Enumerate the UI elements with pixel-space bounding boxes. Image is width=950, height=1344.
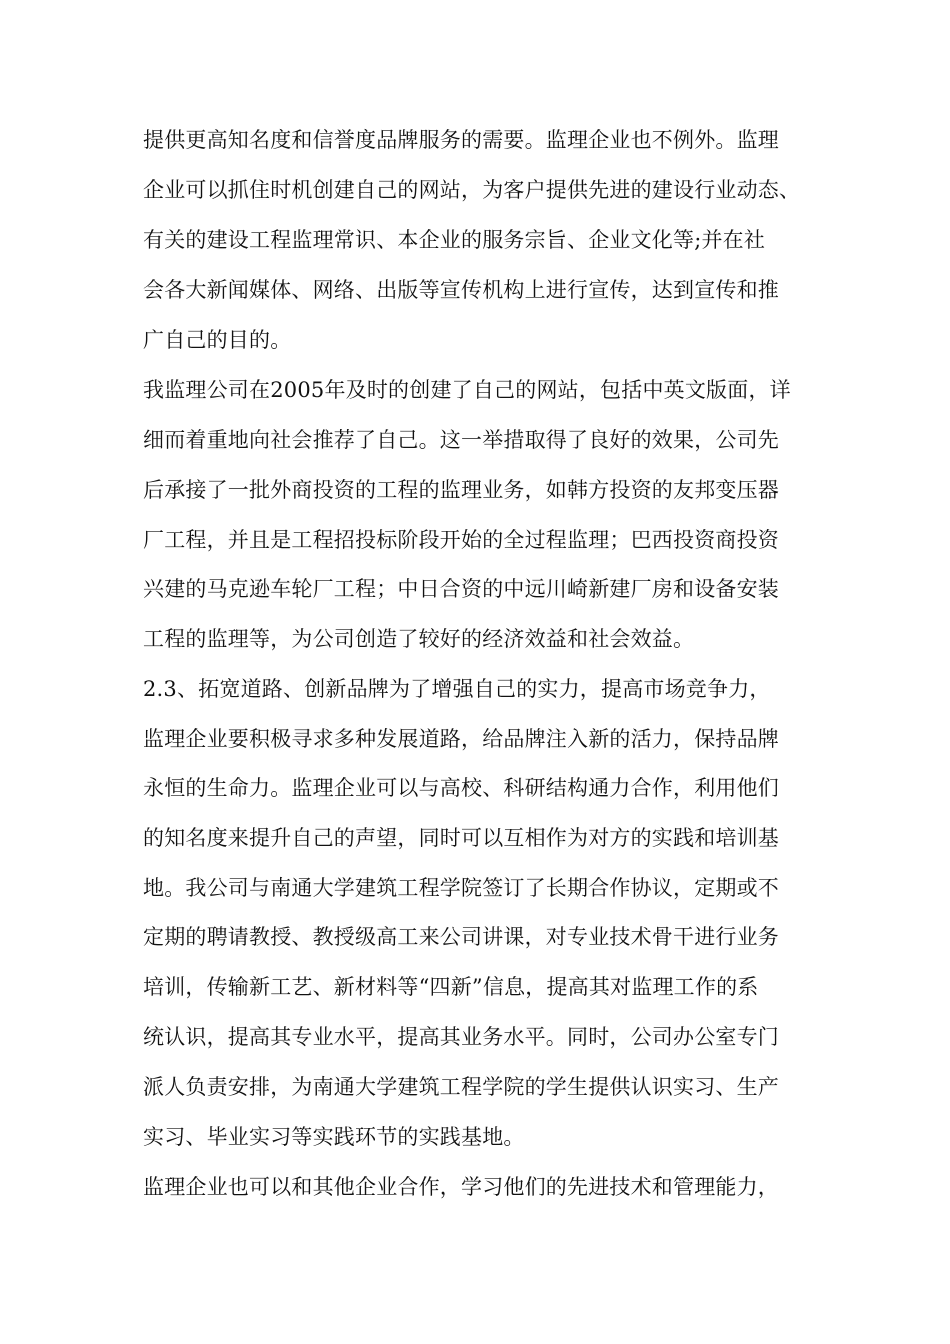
text-line: 永恒的生命力。监理企业可以与高校、科研结构通力合作，利用他们 (143, 776, 779, 800)
text-line: 后承接了一批外商投资的工程的监理业务，如韩方投资的友邦变压器 (143, 478, 779, 502)
text-line: 提供更高知名度和信誉度品牌服务的需要。监理企业也不例外。监理 (143, 128, 779, 152)
text-line: 监理企业也可以和其他企业合作，学习他们的先进技术和管理能力， (143, 1175, 779, 1199)
text-line: 统认识，提高其专业水平，提高其业务水平。同时，公司办公室专门 (143, 1025, 779, 1049)
text-line: 兴建的马克逊车轮厂工程；中日合资的中远川崎新建厂房和设备安装 (143, 577, 779, 601)
text-line: 细而着重地向社会推荐了自己。这一举措取得了良好的效果，公司先 (143, 428, 779, 452)
text-line: 工程的监理等，为公司创造了较好的经济效益和社会效益。 (143, 627, 695, 651)
text-line: 地。我公司与南通大学建筑工程学院签订了长期合作协议，定期或不 (143, 876, 779, 900)
text-line: 派人负责安排，为南通大学建筑工程学院的学生提供认识实习、生产 (143, 1075, 779, 1099)
text-line: 实习、毕业实习等实践环节的实践基地。 (143, 1125, 525, 1149)
text-line: 定期的聘请教授、教授级高工来公司讲课，对专业技术骨干进行业务 (143, 925, 779, 949)
text-line: 的知名度来提升自己的声望，同时可以互相作为对方的实践和培训基 (143, 826, 779, 850)
text-line: 培训，传输新工艺、新材料等“四新”信息，提高其对监理工作的系 (143, 975, 759, 999)
text-line: 厂工程，并且是工程招投标阶段开始的全过程监理；巴西投资商投资 (143, 528, 779, 552)
text-line: 监理企业要积极寻求多种发展道路，给品牌注入新的活力，保持品牌 (143, 727, 779, 751)
text-line: 2.3、拓宽道路、创新品牌为了增强自己的实力，提高市场竞争力， (143, 677, 771, 701)
text-line: 有关的建设工程监理常识、本企业的服务宗旨、企业文化等;并在社 (143, 228, 766, 252)
text-line: 企业可以抓住时机创建自己的网站，为客户提供先进的建设行业动态、 (143, 178, 801, 202)
text-line: 会各大新闻媒体、网络、出版等宣传机构上进行宣传，达到宣传和推 (143, 278, 779, 302)
text-line: 我监理公司在2005年及时的创建了自己的网站，包括中英文版面，详 (143, 378, 791, 402)
text-line: 广自己的目的。 (143, 328, 292, 352)
